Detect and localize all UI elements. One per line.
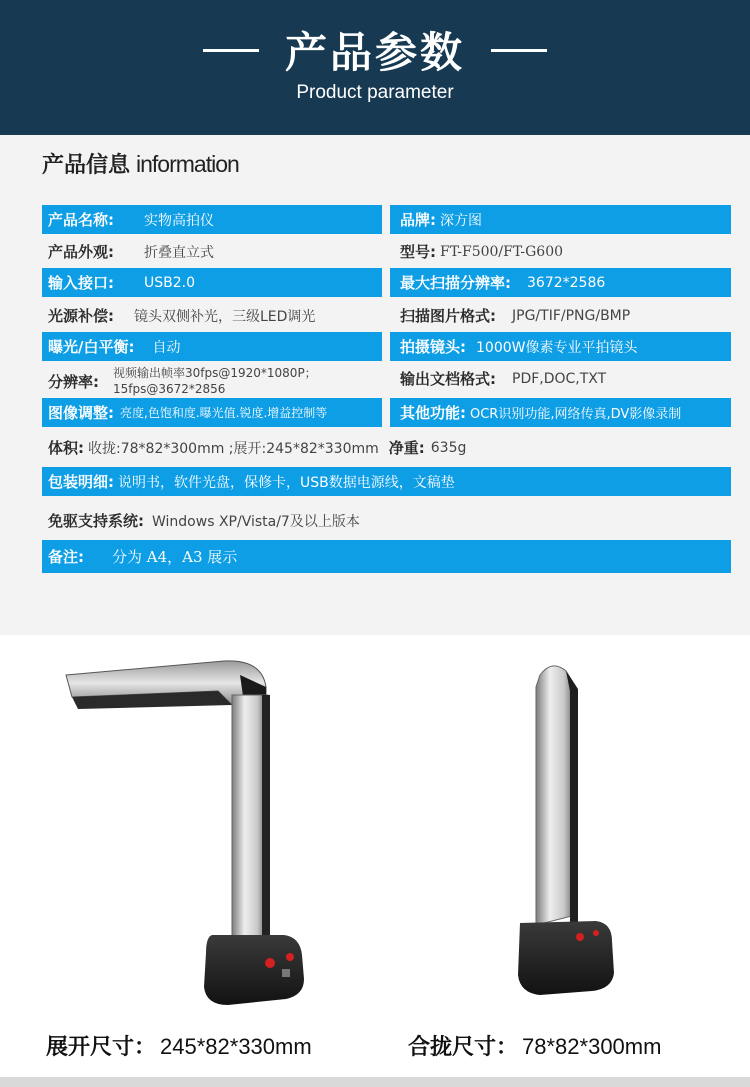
spec-appearance — [42, 237, 382, 266]
spec-value: OCR识别功能,网络传真,DV影像录制 — [470, 407, 682, 422]
spec-label: 包装明细: — [48, 473, 114, 491]
spec-value-line2: 15fps@3672*2856 — [113, 382, 226, 396]
footer-strip — [0, 1077, 750, 1087]
spec-light — [42, 301, 382, 330]
spec-label: 光源补偿: — [48, 307, 114, 325]
spec-label: 扫描图片格式: — [400, 307, 496, 325]
product-illustration — [0, 635, 750, 1080]
spec-value: 说明书，软件光盘，保修卡，USB数据电源线，文稿垫 — [118, 474, 455, 491]
spec-product-name — [42, 205, 382, 234]
closed-size-value: 78*82*300mm — [522, 1034, 662, 1059]
spec-label: 产品名称: — [48, 211, 114, 229]
scanner-folded — [518, 666, 614, 995]
spec-value: 3672*2586 — [527, 274, 606, 291]
spec-volume-weight — [42, 433, 732, 462]
spec-doc-format — [390, 364, 731, 393]
spec-resolution — [42, 361, 382, 401]
spec-value: 自动 — [152, 339, 181, 356]
spec-value: Windows XP/Vista/7及以上版本 — [152, 513, 360, 530]
spec-label: 其他功能: — [400, 404, 466, 422]
spec-max-resolution — [390, 268, 731, 297]
spec-input-port — [42, 268, 382, 297]
spec-label: 输入接口: — [48, 274, 114, 292]
spec-exposure — [42, 332, 382, 361]
spec-label: 型号: — [400, 243, 436, 261]
spec-label: 品牌: — [400, 211, 436, 229]
spec-value: 折叠直立式 — [144, 244, 214, 261]
spec-value: 1000W像素专业平拍镜头 — [476, 339, 638, 356]
product-photos — [0, 635, 750, 1080]
title-row — [0, 20, 750, 80]
spec-label: 曝光/白平衡: — [48, 338, 135, 356]
spec-volume-label: 体积: — [48, 439, 84, 457]
product-info-section — [0, 135, 750, 635]
spec-value: 分为 A4，A3 展示 — [112, 548, 238, 566]
spec-label: 免驱支持系统: — [48, 512, 144, 530]
title-dash-left — [203, 49, 259, 52]
spec-note — [42, 540, 731, 573]
info-heading-zh: 产品信息 — [42, 153, 131, 178]
spec-value: 实物高拍仪 — [144, 212, 214, 229]
spec-other-functions — [390, 398, 731, 427]
closed-size-label: 合拢尺寸： — [408, 1035, 519, 1060]
spec-label: 拍摄镜头: — [400, 338, 466, 356]
spec-value: USB2.0 — [144, 274, 196, 291]
spec-brand — [390, 205, 731, 234]
spec-value: 亮度,色饱和度.曝光值.锐度.增益控制等 — [120, 406, 328, 420]
scanner-open — [66, 661, 304, 1005]
spec-weight-value: 635g — [430, 439, 467, 456]
spec-value: JPG/TIF/PNG/BMP — [512, 307, 631, 324]
spec-drivers — [42, 506, 732, 535]
spec-package — [42, 467, 731, 496]
spec-value: 镜头双侧补光，三级LED调光 — [134, 308, 316, 325]
page-header — [0, 0, 750, 135]
spec-label: 图像调整: — [48, 404, 114, 422]
spec-image-format — [390, 301, 731, 330]
page-subtitle: Product parameter — [296, 82, 454, 103]
spec-label: 分辨率: — [48, 372, 99, 391]
spec-label: 备注: — [48, 548, 84, 566]
spec-value: FT-F500/FT-G600 — [440, 243, 564, 260]
open-size-caption — [46, 1030, 312, 1061]
spec-value — [113, 365, 317, 397]
spec-volume-value: 收拢:78*82*300mm ;展开:245*82*330mm — [88, 440, 379, 457]
info-heading-en: information — [136, 151, 239, 177]
page-title: 产品参数 — [284, 28, 465, 77]
spec-label: 输出文档格式: — [400, 370, 496, 388]
spec-image-adjust — [42, 398, 382, 427]
spec-value: PDF,DOC,TXT — [512, 370, 607, 387]
info-heading — [42, 148, 239, 182]
spec-value-line1: 视频输出帧率30fps@1920*1080P； — [113, 366, 317, 380]
spec-value: 深方图 — [440, 212, 482, 229]
spec-label: 最大扫描分辨率: — [400, 274, 511, 292]
open-size-value: 245*82*330mm — [160, 1034, 312, 1059]
open-size-label: 展开尺寸： — [46, 1035, 157, 1060]
spec-weight-label: 净重: — [388, 439, 425, 457]
closed-size-caption — [408, 1030, 661, 1061]
title-dash-right — [491, 49, 547, 52]
spec-lens — [390, 332, 731, 361]
spec-label: 产品外观: — [48, 243, 114, 261]
spec-model — [390, 237, 731, 266]
